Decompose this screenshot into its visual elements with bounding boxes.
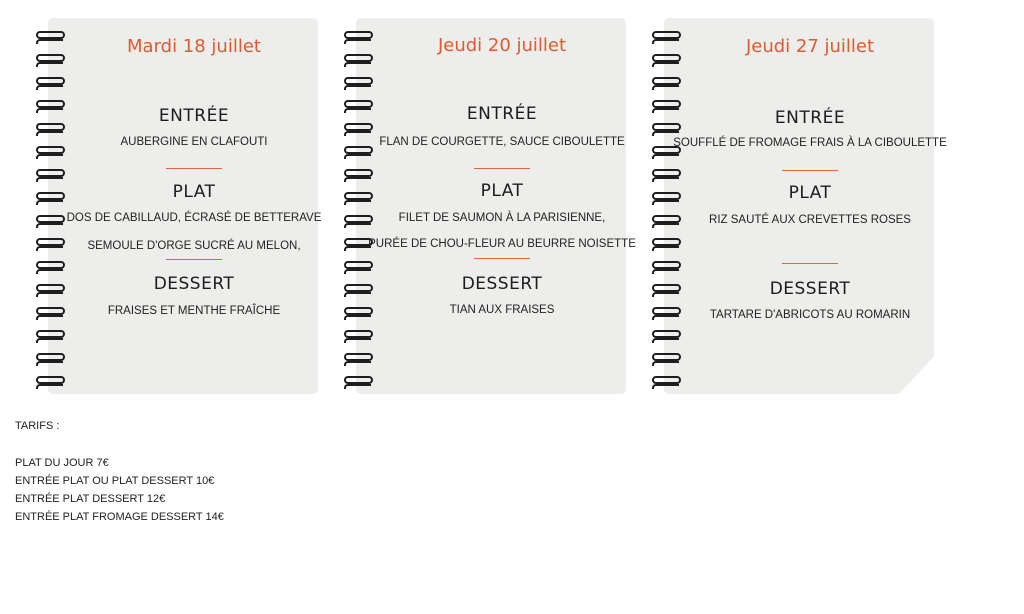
menu-date: Mardi 18 juillet [127, 36, 261, 57]
spiral-binding [650, 27, 684, 395]
tarifs-title: TARIFS : [15, 420, 60, 432]
plat-dish: FILET DE SAUMON À LA PARISIENNE, [398, 212, 606, 224]
tarif-line: ENTRÉE PLAT OU PLAT DESSERT 10€ [15, 475, 215, 487]
separator [166, 259, 222, 260]
entree-heading: ENTRÉE [466, 104, 538, 124]
tarif-line: ENTRÉE PLAT DESSERT 12€ [15, 493, 166, 505]
plat-heading: PLAT [172, 182, 216, 202]
spiral-binding [34, 27, 68, 395]
separator [474, 258, 530, 259]
plat-dish: RIZ SAUTÉ AUX CREVETTES ROSES [709, 214, 911, 226]
plat-heading: PLAT [788, 183, 832, 203]
plat-dish: PURÉE DE CHOU-FLEUR AU BEURRE NOISETTE [368, 238, 636, 250]
entree-heading: ENTRÉE [158, 106, 230, 126]
menu-date: Jeudi 20 juillet [437, 35, 567, 56]
menu-card-3 [650, 18, 947, 394]
plat-heading: PLAT [480, 181, 524, 201]
separator [474, 168, 530, 169]
menu-card-2 [342, 18, 636, 394]
menu-date: Jeudi 27 juillet [745, 36, 875, 57]
dessert-heading: DESSERT [153, 274, 235, 294]
menu-card-1 [34, 18, 322, 394]
entree-dish: FLAN DE COURGETTE, SAUCE CIBOULETTE [379, 136, 625, 148]
entree-dish: SOUFFLÉ DE FROMAGE FRAIS À LA CIBOULETTE [673, 137, 947, 149]
separator [782, 263, 838, 264]
separator [782, 170, 838, 171]
entree-dish: AUBERGINE EN CLAFOUTI [120, 136, 268, 148]
entree-heading: ENTRÉE [774, 108, 846, 128]
dessert-dish: TARTARE D'ABRICOTS AU ROMARIN [709, 309, 911, 321]
dessert-dish: TIAN AUX FRAISES [449, 304, 555, 316]
spiral-binding [342, 27, 376, 395]
tarif-line: PLAT DU JOUR 7€ [15, 457, 109, 469]
plat-dish: SEMOULE D'ORGE SUCRÉ AU MELON, [87, 240, 301, 252]
separator [166, 168, 222, 169]
plat-dish: DOS DE CABILLAUD, ÉCRASÉ DE BETTERAVE [66, 212, 322, 224]
dessert-heading: DESSERT [769, 279, 851, 299]
dessert-dish: FRAISES ET MENTHE FRAÎCHE [107, 305, 281, 317]
dessert-heading: DESSERT [461, 274, 543, 294]
tarif-line: ENTRÉE PLAT FROMAGE DESSERT 14€ [15, 511, 224, 523]
